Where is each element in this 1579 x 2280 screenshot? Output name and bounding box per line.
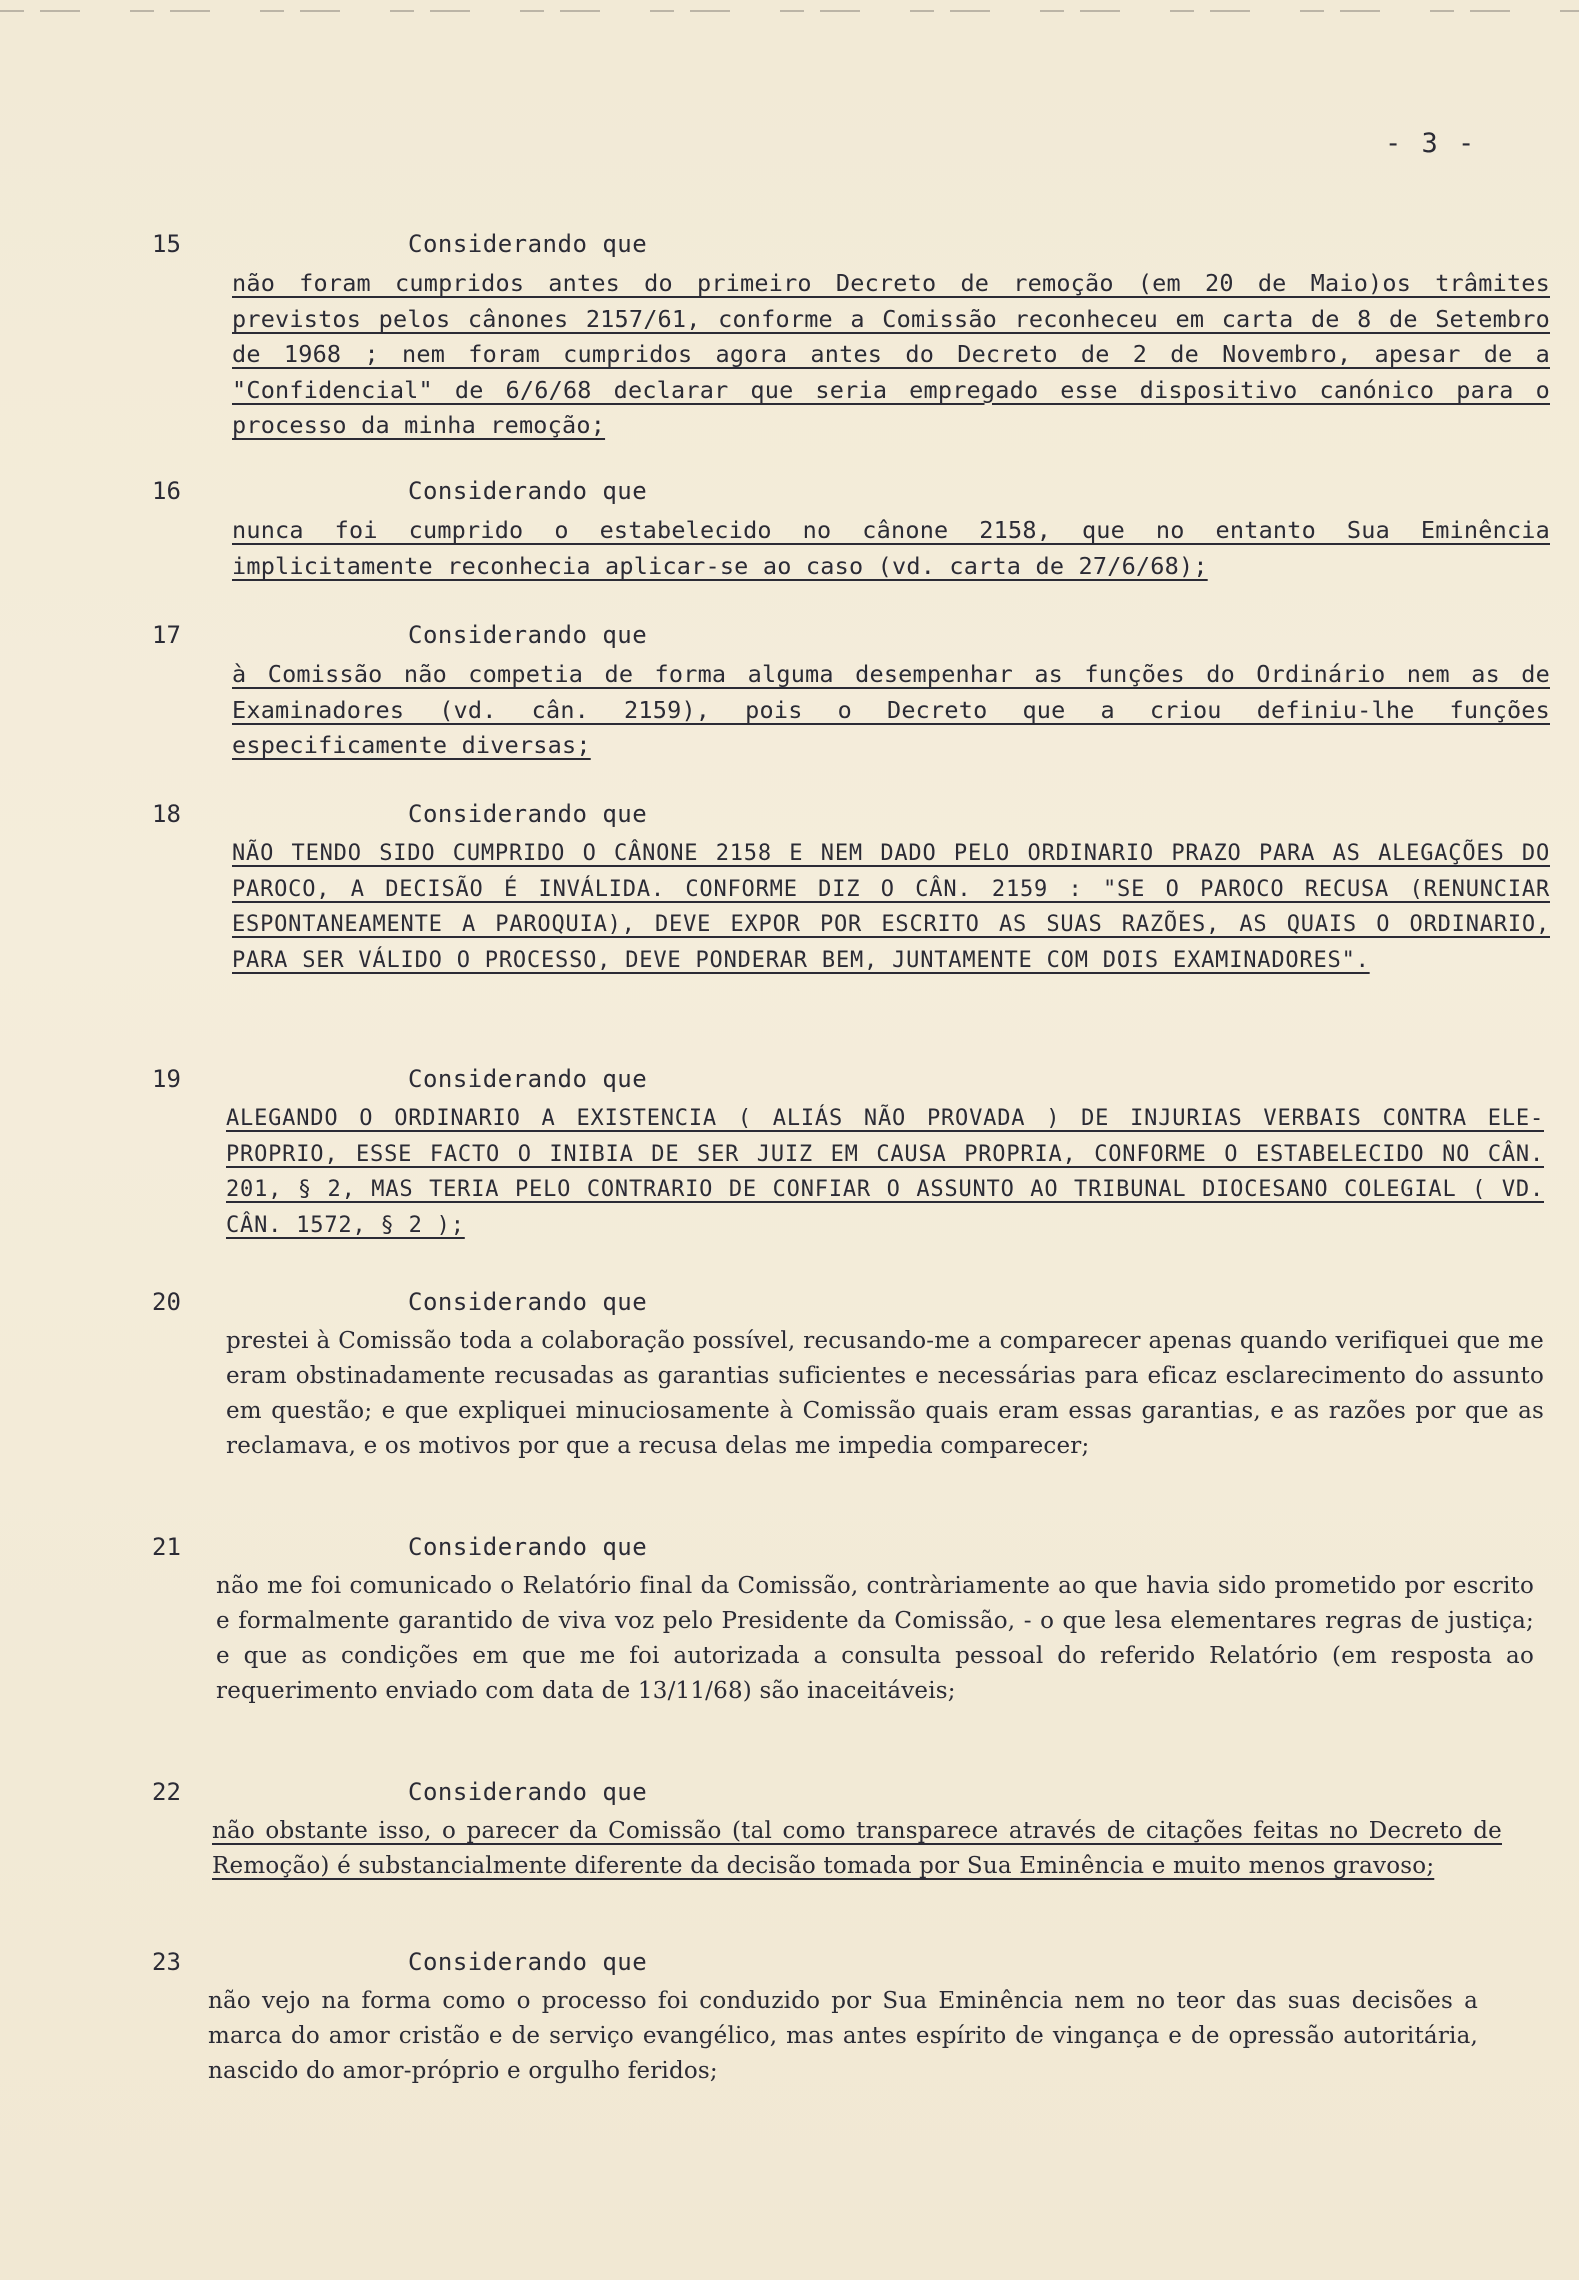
section-text: NÃO TENDO SIDO CUMPRIDO O CÂNONE 2158 E NEM DADO PELO ORDINARIO PRAZO PARA AS ALEGAÇÕES DO PAROCO, A DECISÃO É INVÁLIDA. CONFORME DIZ O CÂN. 2159 : "SE O PAROCO RECUSA (RENUNCIAR ESPONTANEAMENTE A PAROQUIA), DEVE EXPOR POR ESCRITO AS SUAS RAZÕES, AS QUAIS O ORDINARIO, PARA SER VÁLIDO O PROCESSO, DEVE PONDERAR BEM, JUNTAMENTE COM DOIS EXAMINADORES". — [232, 841, 1550, 973]
section-number: 21 — [152, 1533, 181, 1561]
section-heading: Considerando que — [408, 477, 648, 505]
section-heading: Considerando que — [408, 230, 648, 258]
section-number: 15 — [152, 230, 181, 258]
section-text: não me foi comunicado o Relatório final da Comissão, contràriamente ao que havia sido prometido por escrito e formalmente garantido de viva voz pelo Presidente da Comissão, - o que lesa elementares regras de justiça; e que as condições em que me foi autorizada a consulta pessoal do referido Relatório (em resposta ao requerimento enviado com data de 13/11/68) são inaceitáveis; — [216, 1573, 1534, 1704]
section-heading: Considerando que — [408, 1948, 648, 1976]
section-text: prestei à Comissão toda a colaboração possível, recusando-me a comparecer apenas quando verifiquei que me eram obstinadamente recusadas as garantias suficientes e necessárias para eficaz esclarecimento do assunto em questão; e que expliquei minuciosamente à Comissão quais eram essas garantias, e as razões por que as reclamava, e os motivos por que a recusa delas me impedia comparecer; — [226, 1328, 1544, 1459]
section-number: 22 — [152, 1778, 181, 1806]
section-text: não vejo na forma como o processo foi conduzido por Sua Eminência nem no teor das suas decisões a marca do amor cristão e de serviço evangélico, mas antes espírito de vingança e de opressão autoritária, nascido do amor-próprio e orgulho feridos; — [208, 1988, 1478, 2084]
section-number: 20 — [152, 1288, 181, 1316]
section-text: não obstante isso, o parecer da Comissão (tal como transparece através de citações feitas no Decreto de Remoção) é substancialmente diferente da decisão tomada por Sua Eminência e muito menos gravoso; — [212, 1818, 1502, 1879]
section-heading: Considerando que — [408, 1288, 648, 1316]
page-top-edge — [0, 10, 1579, 12]
section-heading: Considerando que — [408, 1533, 648, 1561]
section-number: 18 — [152, 800, 181, 828]
section-heading: Considerando que — [408, 621, 648, 649]
section-number: 16 — [152, 477, 181, 505]
section-number: 19 — [152, 1065, 181, 1093]
section-number: 17 — [152, 621, 181, 649]
section-number: 23 — [152, 1948, 181, 1976]
section-heading: Considerando que — [408, 1065, 648, 1093]
section-heading: Considerando que — [408, 1778, 648, 1806]
section-heading: Considerando que — [408, 800, 648, 828]
section-text: não foram cumpridos antes do primeiro Decreto de remoção (em 20 de Maio)os trâmites previstos pelos cânones 2157/61, conforme a Comissão reconheceu em carta de 8 de Setembro de 1968 ; nem foram cumpridos agora antes do Decreto de 2 de Novembro, apesar de a "Confidencial" de 6/6/68 declarar que seria empregado esse dispositivo canónico para o processo da minha remoção; — [232, 269, 1550, 439]
section-text: ALEGANDO O ORDINARIO A EXISTENCIA ( ALIÁS NÃO PROVADA ) DE INJURIAS VERBAIS CONTRA ELE-PROPRIO, ESSE FACTO O INIBIA DE SER JUIZ EM CAUSA PROPRIA, CONFORME O ESTABELECIDO NO CÂN. 201, § 2, MAS TERIA PELO CONTRARIO DE CONFIAR O ASSUNTO AO TRIBUNAL DIOCESANO COLEGIAL ( VD. CÂN. 1572, § 2 ); — [226, 1106, 1544, 1238]
section-text: à Comissão não competia de forma alguma desempenhar as funções do Ordinário nem as de Examinadores (vd. cân. 2159), pois o Decreto que a criou definiu-lhe funções especificamente diversas; — [232, 660, 1550, 759]
section-text: nunca foi cumprido o estabelecido no cânone 2158, que no entanto Sua Eminência implicitamente reconhecia aplicar-se ao caso (vd. carta de 27/6/68); — [232, 516, 1550, 580]
page-number: - 3 - — [1385, 128, 1477, 159]
